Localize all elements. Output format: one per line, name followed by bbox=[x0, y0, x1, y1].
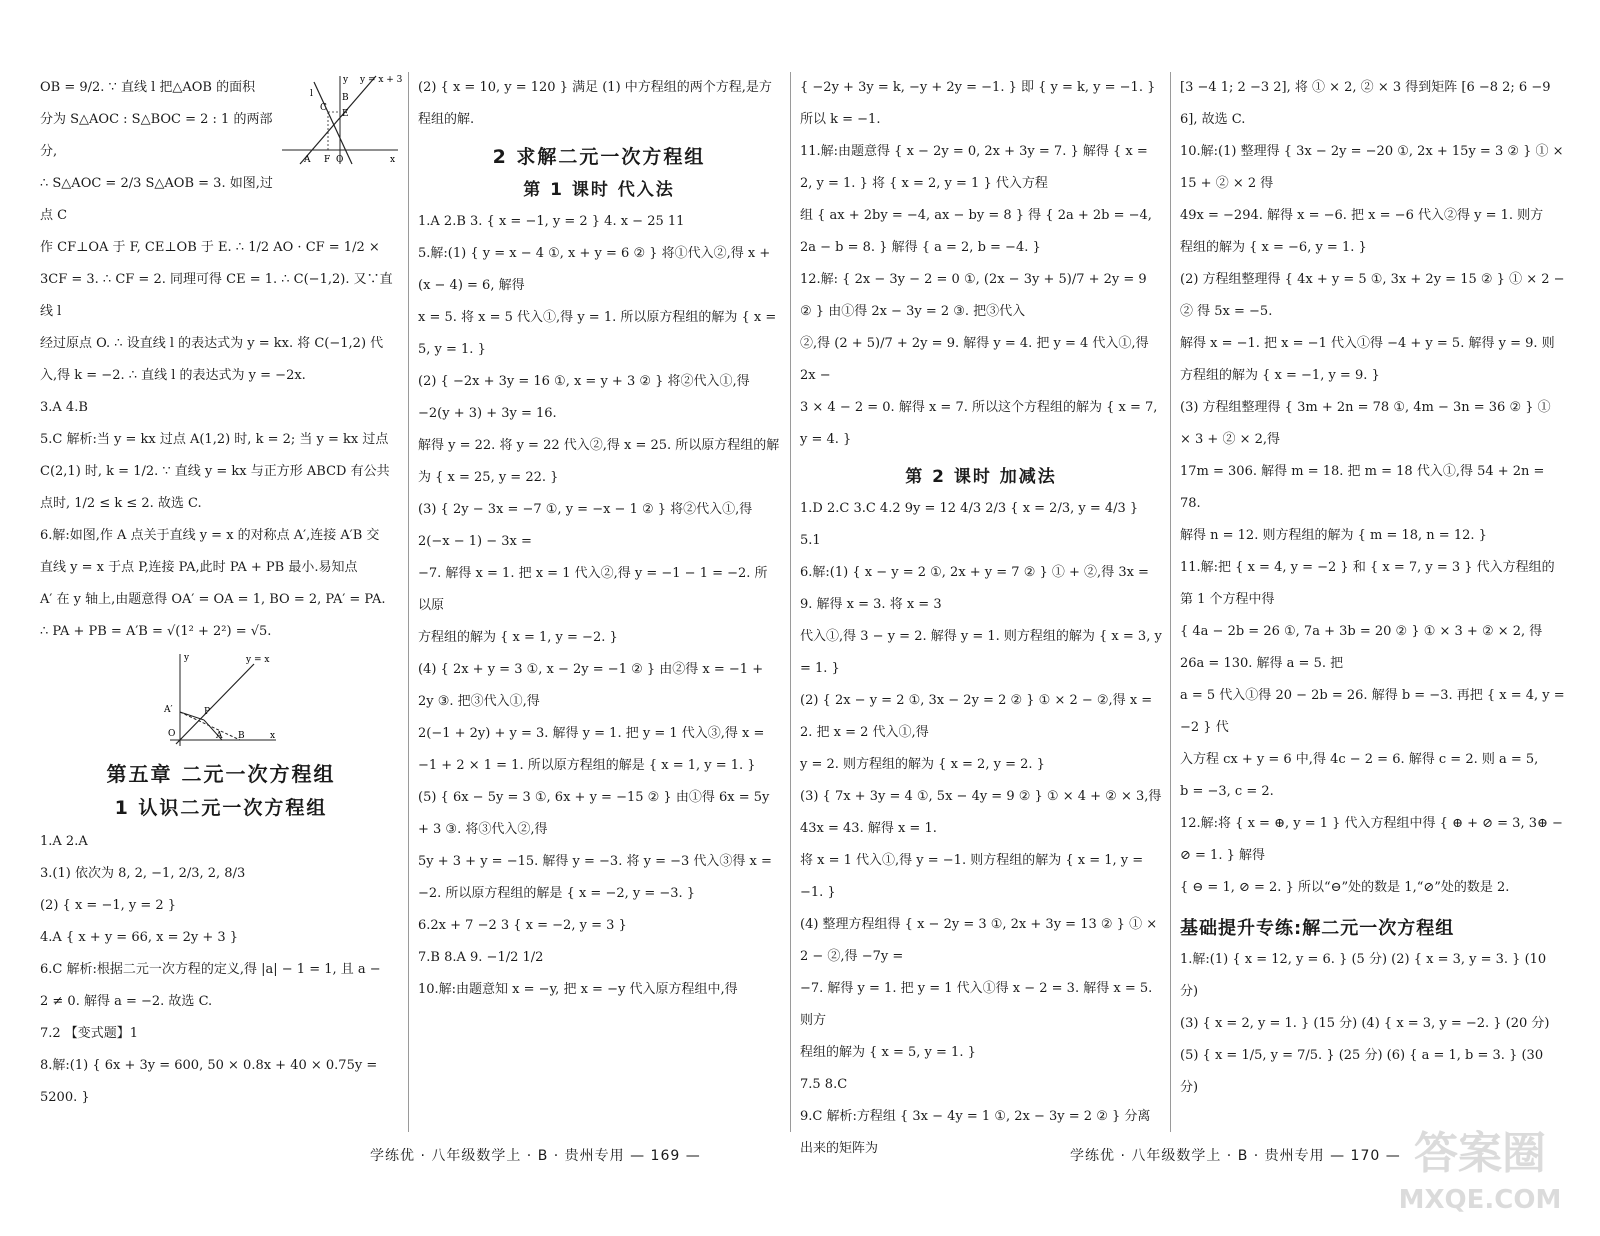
col3-line-2: 代入①,得 3 − y = 2. 解得 y = 1. 则方程组的解为 { x = 3, y = 1. } bbox=[800, 629, 1162, 676]
col2-line-2: x = 5. 将 x = 5 代入①,得 y = 1. 所以原方程组的解为 { x = 5, y = 1. } bbox=[418, 310, 777, 357]
fig1-label-0: y = x + 3 bbox=[360, 75, 403, 85]
col2-top-line-0: (2) { x = 10, y = 120 } 满足 (1) 中方程组的两个方程,是方程组的解. bbox=[418, 80, 772, 127]
col3-line-10: 7.5 8.C bbox=[800, 1077, 848, 1092]
fig2-label-6: B bbox=[238, 731, 245, 741]
fig1-label-3: x bbox=[390, 155, 396, 165]
column-divider-3 bbox=[1170, 72, 1171, 1132]
fig2-label-2: A′ bbox=[164, 705, 173, 715]
col3-line-0: 1.D 2.C 3.C 4.2 9y = 12 4/3 2/3 { x = 2/3, y = 4/3 } 5.1 bbox=[800, 501, 1139, 548]
fig2-label-5: A bbox=[216, 731, 223, 741]
col1-answer-6: 7.2 【变式题】1 bbox=[40, 1026, 139, 1041]
col1-line-12: 直线 y = x 于点 P,连接 PA,此时 PA + PB 最小.易知点 bbox=[40, 560, 358, 575]
col1-line-1: 分为 S△AOC : S△BOC = 2 : 1 的两部分, bbox=[40, 112, 273, 159]
col4-line-6: 方程组的解为 { x = −1, y = 9. } bbox=[1180, 368, 1380, 383]
lesson1-title: 第 1 课时 代入法 bbox=[523, 180, 675, 200]
left-page-column-2 bbox=[418, 72, 780, 1116]
col1-top-block bbox=[40, 72, 402, 232]
fig1-label-2: y bbox=[343, 75, 349, 85]
col4-answer-1: (3) { x = 2, y = 1. } (15 分) (4) { x = 3, y = −2. } (20 分) bbox=[1180, 1016, 1550, 1031]
fig1-label-5: F bbox=[324, 155, 331, 165]
col1-line-7: 3.A 4.B bbox=[40, 400, 88, 415]
col4-line-9: 解得 n = 12. 则方程组的解为 { m = 18, n = 12. } bbox=[1180, 528, 1487, 543]
figure-line-triangle bbox=[280, 72, 403, 168]
col1-line-10: 点时, 1/2 ≤ k ≤ 2. 故选 C. bbox=[40, 496, 202, 511]
col4-line-10: 11.解:把 { x = 4, y = −2 } 和 { x = 7, y = 3 } 代入方程组的第 1 个方程中得 bbox=[1180, 560, 1555, 607]
fig1-label-8: B bbox=[342, 93, 349, 103]
section1-title: 1 认识二元一次方程组 bbox=[114, 797, 328, 819]
col3-line-3: (2) { 2x − y = 2 ①, 3x − 2y = 2 ② } ① × 2 − ②,得 x = 2. 把 x = 2 代入①,得 bbox=[800, 693, 1153, 740]
col2-line-17: 10.解:由题意知 x = −y, 把 x = −y 代入原方程组中,得 bbox=[418, 982, 738, 997]
column-divider-2 bbox=[790, 72, 791, 1132]
col2-line-9: (4) { 2x + y = 3 ①, x − 2y = −1 ② } 由②得 x = −1 + 2y ③. 把③代入①,得 bbox=[418, 662, 764, 709]
col1-answer-0: 1.A 2.A bbox=[40, 834, 88, 849]
col2-line-11: −1 + 2 × 1 = 1. 所以原方程组的解是 { x = 1, y = 1. } bbox=[418, 758, 756, 773]
col1-answer-7: 8.解:(1) { 6x + 3y = 600, 50 × 0.8x + 40 × 0.75y = 5200. } bbox=[40, 1058, 378, 1105]
col3-line-8: −7. 解得 y = 1. 把 y = 1 代入①得 x − 2 = 3. 解得 x = 5. 则方 bbox=[800, 981, 1153, 1028]
chapter-title: 第五章 二元一次方程组 bbox=[106, 762, 336, 786]
col3-top-line-4: ②,得 (2 + 5)/7 + 2y = 9. 解得 y = 4. 把 y = 4 代入①,得 2x − bbox=[800, 336, 1149, 383]
col3-top-line-5: 3 × 4 − 2 = 0. 解得 x = 7. 所以这个方程组的解为 { x = 7, y = 4. } bbox=[800, 400, 1158, 447]
lesson2-title: 第 2 课时 加减法 bbox=[905, 467, 1057, 487]
col1-line-14: ∴ PA + PB = A′B = √(1² + 2²) = √5. bbox=[40, 624, 272, 639]
right-page-column-3 bbox=[800, 72, 1162, 1156]
col1-line-4: 3CF = 3. ∴ CF = 2. 同理可得 CE = 1. ∴ C(−1,2). 又∵直线 l bbox=[40, 272, 393, 319]
col4-line-3: 程组的解为 { x = −6, y = 1. } bbox=[1180, 240, 1367, 255]
col3-line-11: 9.C 解析:方程组 { 3x − 4y = 1 ①, 2x − 3y = 2 ② } 分离出来的矩阵为 bbox=[800, 1109, 1151, 1156]
col4-line-8: 17m = 306. 解得 m = 18. 把 m = 18 代入①,得 54 + 2n = 78. bbox=[1180, 464, 1545, 511]
watermark-text-2: MXQE.COM bbox=[1398, 1185, 1562, 1215]
col2-line-13: 5y + 3 + y = −15. 解得 y = −3. 将 y = −3 代入③得 x = bbox=[418, 854, 772, 869]
col1-answer-1: 3.(1) 依次为 8, 2, −1, 2/3, 2, 8/3 bbox=[40, 866, 246, 881]
col1-answer-2: (2) { x = −1, y = 2 } bbox=[40, 898, 177, 913]
col2-line-14: −2. 所以原方程组的解是 { x = −2, y = −3. } bbox=[418, 886, 696, 901]
col3-line-6: 将 x = 1 代入①,得 y = −1. 则方程组的解为 { x = 1, y = −1. } bbox=[800, 853, 1144, 900]
col3-top-line-3: 12.解: { 2x − 3y − 2 = 0 ①, (2x − 3y + 5)/7 + 2y = 9 ② } 由①得 2x − 3y = 2 ③. 把③代入 bbox=[800, 272, 1147, 319]
col1-line-0: OB = 9/2. ∵ 直线 l 把△AOB 的面积 bbox=[40, 80, 256, 95]
col3-top-line-1: 11.解:由题意得 { x − 2y = 0, 2x + 3y = 7. } 解得 { x = 2, y = 1. } 将 { x = 2, y = 1 } 代入方程 bbox=[800, 144, 1148, 191]
section2-title: 2 求解二元一次方程组 bbox=[492, 146, 706, 168]
col2-line-6: (3) { 2y − 3x = −7 ①, y = −x − 1 ② } 将②代入①,得 2(−x − 1) − 3x = bbox=[418, 502, 753, 549]
column-divider-1 bbox=[408, 72, 409, 1132]
col1-line-5: 经过原点 O. ∴ 设直线 l 的表达式为 y = kx. 将 C(−1,2) 代 bbox=[40, 336, 384, 351]
fig1-label-4: A bbox=[304, 155, 311, 165]
footer-right: 学练优 · 八年级数学上 · B · 贵州专用 — 170 — bbox=[1070, 1148, 1401, 1164]
col4-line-13: 入方程 cx + y = 6 中,得 4c − 2 = 6. 解得 c = 2. 则 a = 5, bbox=[1180, 752, 1539, 767]
col2-line-3: (2) { −2x + 3y = 16 ①, x = y + 3 ② } 将②代入①,得 −2(y + 3) + 3y = 16. bbox=[418, 374, 750, 421]
col4-line-14: b = −3, c = 2. bbox=[1180, 784, 1274, 799]
col2-line-1: 5.解:(1) { y = x − 4 ①, x + y = 6 ② } 将①代入②,得 x + (x − 4) = 6, 解得 bbox=[418, 246, 771, 293]
col2-line-7: −7. 解得 x = 1. 把 x = 1 代入②,得 y = −1 − 1 = −2. 所以原 bbox=[418, 566, 768, 613]
col4-line-12: a = 5 代入①得 20 − 2b = 26. 解得 b = −3. 再把 { x = 4, y = −2 } 代 bbox=[1180, 688, 1565, 735]
fig1-label-7: C bbox=[320, 103, 327, 113]
col3-line-1: 6.解:(1) { x − y = 2 ①, 2x + y = 7 ② } ① + ②,得 3x = 9. 解得 x = 3. 将 x = 3 bbox=[800, 565, 1149, 612]
col4-line-5: 解得 x = −1. 把 x = −1 代入①得 −4 + y = 5. 解得 y = 9. 则 bbox=[1180, 336, 1555, 351]
col2-line-8: 方程组的解为 { x = 1, y = −2. } bbox=[418, 630, 618, 645]
col1-answer-5: 2 ≠ 0. 解得 a = −2. 故选 C. bbox=[40, 994, 213, 1009]
col3-line-5: (3) { 7x + 3y = 4 ①, 5x − 4y = 9 ② } ① × 4 + ② × 3,得 43x = 43. 解得 x = 1. bbox=[800, 789, 1162, 836]
col4-answer-0: 1.解:(1) { x = 12, y = 6. } (5 分) (2) { x = 3, y = 3. } (10 分) bbox=[1180, 952, 1547, 999]
col3-line-4: y = 2. 则方程组的解为 { x = 2, y = 2. } bbox=[800, 757, 1045, 772]
fig1-label-6: O bbox=[336, 155, 344, 165]
col1-line-13: A′ 在 y 轴上,由题意得 OA′ = OA = 1, BO = 2, PA′ = PA. bbox=[40, 592, 386, 607]
col4-answer-2: (5) { x = 1/5, y = 7/5. } (25 分) (6) { a = 1, b = 3. } (30 分) bbox=[1180, 1048, 1544, 1095]
left-page-column-1 bbox=[40, 72, 402, 1116]
fig2-label-0: y bbox=[184, 653, 190, 663]
col2-line-16: 7.B 8.A 9. −1/2 1/2 bbox=[418, 950, 544, 965]
col2-line-4: 解得 y = 22. 将 y = 22 代入②,得 x = 25. 所以原方程组的解 bbox=[418, 438, 780, 453]
col4-line-16: { ⊖ = 1, ⊘ = 2. } 所以“⊖”处的数是 1,“⊘”处的数是 2. bbox=[1180, 880, 1510, 895]
col3-top-line-0: { −2y + 3y = k, −y + 2y = −1. } 即 { y = k, y = −1. } 所以 k = −1. bbox=[800, 80, 1156, 127]
fig2-label-4: O bbox=[168, 729, 176, 739]
footer-left: 学练优 · 八年级数学上 · B · 贵州专用 — 169 — bbox=[370, 1148, 701, 1164]
col2-line-12: (5) { 6x − 5y = 3 ①, 6x + y = −15 ② } 由①得 6x = 5y + 3 ③. 将③代入②,得 bbox=[418, 790, 770, 837]
fig2-label-7: x bbox=[270, 731, 276, 741]
fig2-label-1: y = x bbox=[246, 655, 270, 665]
col3-line-9: 程组的解为 { x = 5, y = 1. } bbox=[800, 1045, 976, 1060]
col1-line-2: ∴ S△AOC = 2/3 S△AOB = 3. 如图,过点 C bbox=[40, 176, 273, 223]
col1-line-11: 6.解:如图,作 A 点关于直线 y = x 的对称点 A′,连接 A′B 交 bbox=[40, 528, 380, 543]
col3-line-7: (4) 整理方程组得 { x − 2y = 3 ①, 2x + 3y = 13 ② } ① × 2 − ②,得 −7y = bbox=[800, 917, 1158, 964]
col4-line-15: 12.解:将 { x = ⊕, y = 1 } 代入方程组中得 { ⊕ + ⊘ = 3, 3⊕ − ⊘ = 1. } 解得 bbox=[1180, 816, 1563, 863]
col4-line-2: 49x = −294. 解得 x = −6. 把 x = −6 代入②得 y = 1. 则方 bbox=[1180, 208, 1544, 223]
col4-line-1: 10.解:(1) 整理得 { 3x − 2y = −20 ①, 2x + 15y = 3 ② } ① × 15 + ② × 2 得 bbox=[1180, 144, 1564, 191]
col1-line-6: 入,得 k = −2. ∴ 直线 l 的表达式为 y = −2x. bbox=[40, 368, 306, 383]
col4-line-0: [3 −4 1; 2 −3 2], 将 ① × 2, ② × 3 得到矩阵 [6 −8 2; 6 −9 6], 故选 C. bbox=[1180, 80, 1551, 127]
fig1-label-1: l bbox=[310, 89, 313, 99]
col2-line-0: 1.A 2.B 3. { x = −1, y = 2 } 4. x − 25 11 bbox=[418, 214, 685, 229]
watermark-text-1: 答案圈 bbox=[1414, 1128, 1546, 1179]
col1-answer-3: 4.A { x + y = 66, x = 2y + 3 } bbox=[40, 930, 239, 945]
fig2-label-3: P bbox=[204, 707, 211, 717]
watermark-logo bbox=[1380, 1110, 1580, 1220]
col1-line-8: 5.C 解析:当 y = kx 过点 A(1,2) 时, k = 2; 当 y = kx 过点 bbox=[40, 432, 389, 447]
figure-symmetry bbox=[150, 650, 280, 750]
col2-line-5: 为 { x = 25, y = 22. } bbox=[418, 470, 559, 485]
col4-line-4: (2) 方程组整理得 { 4x + y = 5 ①, 3x + 2y = 15 ② } ① × 2 − ② 得 5x = −5. bbox=[1180, 272, 1565, 319]
col1-line-9: C(2,1) 时, k = 1/2. ∵ 直线 y = kx 与正方形 ABCD 有公共 bbox=[40, 464, 390, 479]
fig1-label-9: E bbox=[342, 109, 349, 119]
col2-line-10: 2(−1 + 2y) + y = 3. 解得 y = 1. 把 y = 1 代入③,得 x = bbox=[418, 726, 765, 741]
col4-line-7: (3) 方程组整理得 { 3m + 2n = 78 ①, 4m − 3n = 36 ② } ① × 3 + ② × 2,得 bbox=[1180, 400, 1551, 447]
special-practice-title: 基础提升专练:解二元一次方程组 bbox=[1180, 918, 1455, 939]
col1-line-3: 作 CF⊥OA 于 F, CE⊥OB 于 E. ∴ 1/2 AO · CF = 1/2 × bbox=[40, 240, 380, 255]
col2-line-15: 6.2x + 7 −2 3 { x = −2, y = 3 } bbox=[418, 918, 627, 933]
col4-line-11: { 4a − 2b = 26 ①, 7a + 3b = 20 ② } ① × 3 + ② × 2, 得 26a = 130. 解得 a = 5. 把 bbox=[1180, 624, 1543, 671]
col1-answer-4: 6.C 解析:根据二元一次方程的定义,得 |a| − 1 = 1, 且 a − bbox=[40, 962, 381, 977]
right-page-column-4 bbox=[1180, 72, 1565, 1116]
col3-top-line-2: 组 { ax + 2by = −4, ax − by = 8 } 得 { 2a + 2b = −4, 2a − b = 8. } 解得 { a = 2, b = −4. } bbox=[800, 208, 1152, 255]
